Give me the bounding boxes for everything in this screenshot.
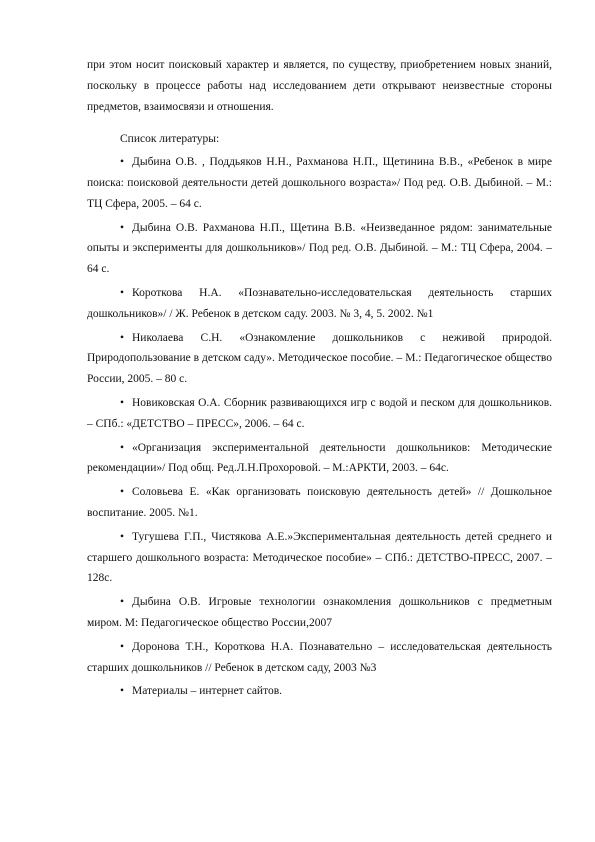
- reference-item: [87, 152, 552, 214]
- bullet-icon: •: [120, 640, 125, 653]
- reference-item: [87, 438, 552, 480]
- reference-item: [87, 218, 552, 280]
- reference-item: [87, 637, 552, 679]
- bullet-icon: •: [120, 596, 125, 609]
- bullet-icon: •: [120, 286, 125, 299]
- bullet-icon: •: [120, 441, 125, 454]
- bullet-icon: •: [120, 530, 125, 543]
- reference-item: [87, 283, 552, 325]
- bullet-icon: •: [120, 486, 125, 499]
- reference-item: [87, 482, 552, 524]
- reference-text: Новиковская О.А. Сборник развивающихся игр с водой и песком для дошкольников. – СПб.: «ДЕТСТВО – ПРЕСС», 2006. – 64 с.: [87, 396, 552, 430]
- reference-item: [87, 527, 552, 589]
- intro-paragraph: при этом носит поисковый характер и является, по существу, приобретением новых знаний, поскольку в процессе работы над исследованием дети открывают неизвестные стороны предметов, взаимосвязи и отношения.: [87, 59, 552, 113]
- bullet-icon: •: [120, 396, 125, 409]
- reference-item: [87, 393, 552, 435]
- references-list: [87, 152, 552, 702]
- bullet-icon: •: [120, 685, 125, 698]
- reference-text: Дыбина О.В. Игровые технологии ознакомления дошкольников с предметным миром. М: Педагогическое общество России,2007: [87, 596, 552, 629]
- reference-text: Тугушева Г.П., Чистякова А.Е.»Экспериментальная деятельность детей среднего и старшего дошкольного возраста: Методическое пособие» – СПб.: ДЕТСТВО-ПРЕСС, 2007. – 128с.: [87, 530, 552, 585]
- reference-text: «Организация экспериментальной деятельности дошкольников: Методические рекомендации»/ Под общ. Ред.Л.Н.Прохоровой. – М.:АРКТИ, 2003. – 64с.: [87, 441, 552, 475]
- bullet-icon: •: [120, 156, 125, 169]
- reference-text: Короткова Н.А. «Познавательно-исследовательская деятельность старших дошкольников»/ / Ж. Ребенок в детском саду. 2003. № 3, 4, 5. 2002. №1: [87, 286, 552, 320]
- reference-item: [87, 592, 552, 634]
- page-content: [87, 55, 552, 705]
- reference-text: Дыбина О.В. Рахманова Н.П., Щетина В.В. «Неизведанное рядом: занимательные опыты и эксперименты для дошкольников»/ Под ред. О.В. Дыбиной. – М.: ТЦ Сфера, 2004. – 64 с.: [87, 221, 552, 276]
- reference-text: Дыбина О.В. , Поддьяков Н.Н., Рахманова Н.П., Щетинина В.В., «Ребенок в мире поиска: поисковой деятельности детей дошкольного возраста»/ Под ред. О.В. Дыбиной. – М.: ТЦ Сфера, 2005. – 64 с.: [87, 156, 552, 210]
- bullet-icon: •: [120, 221, 125, 234]
- reference-text: Материалы – интернет сайтов.: [132, 685, 283, 698]
- bullet-icon: •: [120, 331, 125, 344]
- reference-text: Доронова Т.Н., Короткова Н.А. Познавательно – исследовательская деятельность старших дошкольников // Ребенок в детском саду, 2003 №3: [87, 640, 552, 674]
- reference-text: Николаева С.Н. «Ознакомление дошкольников с неживой природой. Природопользование в детском саду». Методическое пособие. – М.: Педагогическое общество России, 2005. – 80 с.: [87, 331, 552, 386]
- reference-item: [87, 328, 552, 390]
- reference-text: Соловьева Е. «Как организовать поисковую деятельность детей» // Дошкольное воспитание. 2005. №1.: [87, 486, 552, 519]
- references-heading: Список литературы:: [120, 133, 220, 146]
- reference-item: [87, 681, 552, 702]
